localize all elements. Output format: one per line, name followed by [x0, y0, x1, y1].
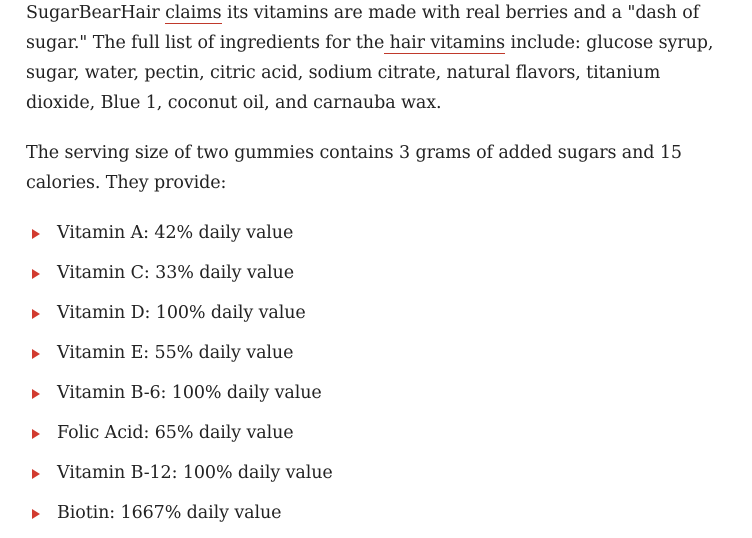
- list-item-text: Biotin: 1667% daily value: [57, 503, 282, 523]
- list-item-text: Vitamin D: 100% daily value: [57, 303, 306, 323]
- list-item: [26, 298, 726, 338]
- triangle-right-icon: [32, 509, 40, 519]
- hair-vitamins-link[interactable]: hair vitamins: [384, 33, 506, 53]
- article-body: [26, 0, 726, 538]
- list-item-text: Vitamin E: 55% daily value: [57, 343, 294, 363]
- list-item-text: Folic Acid: 65% daily value: [57, 423, 294, 443]
- triangle-right-icon: [32, 269, 40, 279]
- triangle-right-icon: [32, 389, 40, 399]
- list-item: [26, 218, 726, 258]
- list-item-text: Vitamin B-6: 100% daily value: [57, 383, 322, 403]
- paragraph-text: include: glucose syrup, sugar, water, pectin, citric acid, sodium citrate, natural flavors, titanium dioxide, Blue 1, coconut oil, and carnauba wax.: [26, 33, 714, 113]
- triangle-right-icon: [32, 309, 40, 319]
- nutrient-list: [26, 218, 726, 538]
- list-item: [26, 498, 726, 538]
- claims-link[interactable]: claims: [165, 3, 222, 23]
- list-item: [26, 378, 726, 418]
- serving-size-paragraph: The serving size of two gummies contains 3 grams of added sugars and 15 calories. They provide:: [26, 143, 682, 193]
- triangle-right-icon: [32, 469, 40, 479]
- paragraph-text: SugarBearHair: [26, 3, 166, 23]
- list-item-text: Vitamin A: 42% daily value: [57, 223, 294, 243]
- list-item: [26, 258, 726, 298]
- triangle-right-icon: [32, 429, 40, 439]
- paragraph-text: its vitamins are made with real berries and a "dash of sugar." The full list of ingredients for the: [26, 3, 700, 53]
- triangle-right-icon: [32, 349, 40, 359]
- list-item-text: Vitamin C: 33% daily value: [57, 263, 294, 283]
- triangle-right-icon: [32, 229, 40, 239]
- list-item: [26, 418, 726, 458]
- list-item-text: Vitamin B-12: 100% daily value: [57, 463, 333, 483]
- list-item: [26, 458, 726, 498]
- list-item: [26, 338, 726, 378]
- ingredients-paragraph: [26, 0, 726, 118]
